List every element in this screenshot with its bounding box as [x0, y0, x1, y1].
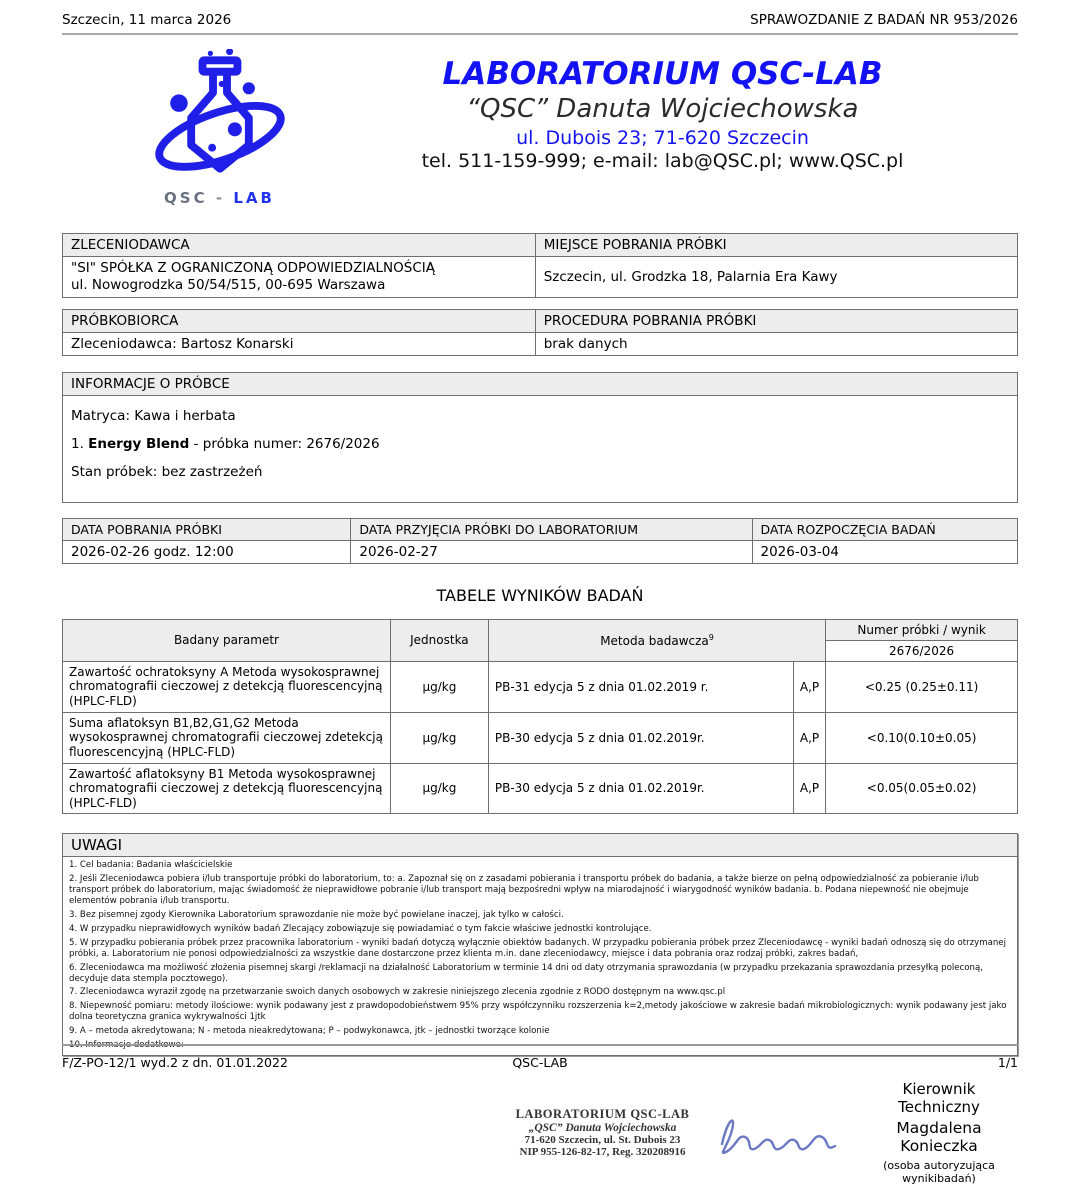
remark-item: 1. Cel badania: Badania właścicielskie: [69, 860, 233, 871]
report-number: SPRAWOZDANIE Z BADAŃ NR 953/2026: [750, 12, 1018, 28]
date-received-value: 2026-02-27: [351, 540, 752, 563]
authorizer-role: Kierownik Techniczny: [898, 1079, 980, 1116]
col-param-header: Badany parametr: [63, 619, 391, 661]
sample-item-suffix: - próbka numer: 2676/2026: [189, 435, 380, 452]
date-received-header: DATA PRZYJĘCIA PRÓBKI DO LABORATORIUM: [351, 518, 752, 540]
result-flag: A,P: [793, 712, 825, 763]
procedure-value: brak danych: [535, 332, 1017, 355]
logo-caption: [132, 189, 307, 207]
col-result-header: Numer próbki / wynik: [826, 619, 1018, 640]
sample-state: Stan próbek: bez zastrzeżeń: [71, 463, 263, 480]
signature-row: [62, 1080, 1018, 1185]
result-method: PB-31 edycja 5 z dnia 01.02.2019 r.: [488, 661, 793, 712]
table-row: [63, 712, 1018, 763]
date-started-value: 2026-03-04: [752, 540, 1018, 563]
sample-item-name: Energy Blend: [88, 435, 190, 452]
brand-row: [62, 49, 1018, 217]
result-sample-number: 2676/2026: [826, 640, 1018, 661]
sample-matrix: Matryca: Kawa i herbata: [71, 407, 236, 424]
remark-item: 2. Jeśli Zleceniodawca pobiera i/lub transportuje próbki do laboratorium, to: a. Zapoznał się on z zasadami pobierania i transportu próbek do badania, a także bierze on pełną odpowiedzialność za pobieranie i/lub transport próbek do laboratorium, mając świadomość że nieprawidłowe pobranie i/lub transport mają bezpośredni wpływ na miarodajność i wiarygodność wyników badania. b. Podana niepewność nie obejmuje elementów pobrania i/lub transportu.: [69, 874, 979, 907]
procedure-header: PROCEDURA POBRANIA PRÓBKI: [535, 309, 1017, 332]
flask-orbit-icon: [132, 49, 307, 187]
result-unit: µg/kg: [390, 712, 488, 763]
stamp-address: 71-620 Szczecin, ul. St. Dubois 23: [524, 1133, 681, 1146]
header-date-place: Szczecin, 11 marca 2026: [62, 12, 232, 28]
remark-item: 9. A – metoda akredytowana; N - metoda nieakredytowana; P – podwykonawca, jtk – jednostki tworzące kolonie: [69, 1026, 550, 1037]
result-method: PB-30 edycja 5 z dnia 01.02.2019r.: [488, 763, 793, 814]
lab-address: ul. Dubois 23; 71-620 Szczecin: [516, 127, 809, 150]
lab-logo: [62, 49, 307, 217]
authorizer-block: [860, 1080, 1018, 1185]
logo-caption-dash: -: [215, 189, 226, 207]
sampler-table: [62, 309, 1018, 356]
remark-item: 7. Zleceniodawca wyraził zgodę na przetwarzanie swoich danych osobowych w zakresie niniejszego zlecenia zgodnie z RODO dostępnym na www.qsc.pl: [69, 987, 726, 998]
results-title: TABELE WYNIKÓW BADAŃ: [436, 585, 644, 605]
date-started-header: DATA ROZPOCZĘCIA BADAŃ: [752, 518, 1018, 540]
sample-item-prefix: 1.: [71, 435, 89, 452]
sampling-place-header: MIEJSCE POBRANIA PRÓBKI: [535, 234, 1017, 257]
client-address: ul. Nowogrodzka 50/54/515, 00-695 Warszawa: [71, 276, 386, 293]
sampler-value: Zleceniodawca: Bartosz Konarski: [63, 332, 536, 355]
remark-item: 8. Niepewność pomiaru: metody ilościowe: wynik podawany jest z prawdopodobieństwem 95% przy współczynniku rozszerzenia k=2,metody jakościowe w zakresie badań mikrobiologicznych: wynik podawany jest jako dolna teoretyczna granica wykrywalności 1jtk: [69, 1001, 1007, 1023]
table-row: [63, 661, 1018, 712]
client-name: "SI" SPÓŁKA Z OGRANICZONĄ ODPOWIEDZIALNOŚCIĄ: [71, 260, 435, 276]
date-sampled-value: 2026-02-26 godz. 12:00: [63, 540, 351, 563]
client-value: [63, 257, 536, 298]
result-value: <0.05(0.05±0.02): [826, 763, 1018, 814]
result-flag: A,P: [793, 763, 825, 814]
sampler-header: PRÓBKOBIORCA: [63, 309, 536, 332]
handwritten-signature: [695, 1100, 860, 1164]
lab-contact: tel. 511-159-999; e-mail: lab@QSC.pl; www.QSC.pl: [421, 150, 904, 173]
method-footnote-ref: 9: [708, 632, 714, 642]
table-row: [63, 763, 1018, 814]
logo-caption-qsc: QSC: [164, 189, 208, 207]
result-param: Zawartość ochratoksyny A Metoda wysokosprawnej chromatografii cieczowej z detekcją fluorescencyjną (HPLC-FLD): [63, 661, 391, 712]
page-footer: [62, 1044, 1018, 1070]
client-table: [62, 233, 1018, 298]
result-method: PB-30 edycja 5 z dnia 01.02.2019r.: [488, 712, 793, 763]
remark-item: 10. Informacje dodatkowe:: [69, 1039, 184, 1050]
lab-stamp: [510, 1107, 695, 1158]
remark-item: 5. W przypadku pobierania próbek przez pracownika laboratorium - wyniki badań dotyczą wyłącznie obiektów badanych. W przypadku pobierania próbek przez Zleceniodawcę - wyniki badań odnoszą się do otrzymanej próbki, a. Laboratorium nie ponosi odpowiedzialności za wszystkie dane dostarczone przez klienta m.in. dane zleceniodawcy, miejsce i data pobrania oraz rodzaj próbki, zakres badań,: [69, 937, 1006, 959]
results-table: [62, 619, 1018, 815]
footer-lab-name: QSC-LAB: [512, 1055, 568, 1070]
client-header: ZLECENIODAWCA: [63, 234, 536, 257]
footer-page-number: 1/1: [997, 1055, 1019, 1070]
sample-info-body: [63, 396, 1017, 502]
date-sampled-header: DATA POBRANIA PRÓBKI: [63, 518, 351, 540]
col-method-header: [488, 619, 825, 661]
footer-form-code: F/Z-PO-12/1 wyd.2 z dn. 01.01.2022: [62, 1055, 288, 1070]
sampling-place-value: Szczecin, ul. Grodzka 18, Palarnia Era Kawy: [535, 257, 1017, 298]
remarks-box: [62, 833, 1018, 1056]
sample-info-header: INFORMACJE O PRÓBCE: [63, 373, 1017, 396]
result-flag: A,P: [793, 661, 825, 712]
authorizer-note: (osoba autoryzująca wynikibadań): [883, 1158, 995, 1185]
sample-item: [71, 436, 1009, 452]
page-header: [62, 0, 1018, 35]
result-unit: µg/kg: [390, 661, 488, 712]
stamp-nip-reg: NIP 955-126-82-17, Reg. 320208916: [519, 1145, 686, 1158]
remarks-body: [63, 857, 1017, 1055]
lab-header-block: [307, 49, 1018, 217]
sample-info-box: [62, 372, 1018, 503]
col-method-label: Metoda badawcza: [600, 633, 709, 648]
result-unit: µg/kg: [390, 763, 488, 814]
remarks-header: UWAGI: [63, 834, 1017, 857]
remark-item: 6. Zleceniodawca ma możliwość złożenia pisemnej skargi /reklamacji na działalność Laboratorium w terminie 14 dni od daty otrzymania sprawozdania (w przypadku przekazania sprawozdania przesyłką poleconą, decyduje data stempla pocztowego).: [69, 962, 983, 984]
result-param: Zawartość aflatoksyny B1 Metoda wysokosprawnej chromatografii cieczowej z detekcją fluorescencyjną (HPLC-FLD): [63, 763, 391, 814]
lab-title: LABORATORIUM QSC-LAB: [442, 56, 883, 92]
result-param: Suma aflatoksyn B1,B2,G1,G2 Metoda wysokosprawnej chromatografii cieczowej zdetekcją fluorescencyjną (HPLC-FLD): [63, 712, 391, 763]
lab-owner: “QSC” Danuta Wojciechowska: [466, 94, 859, 125]
result-value: <0.10(0.10±0.05): [826, 712, 1018, 763]
col-unit-header: Jednostka: [390, 619, 488, 661]
dates-table: [62, 518, 1018, 564]
signature-scribble-icon: [708, 1145, 848, 1164]
authorizer-name: Magdalena Konieczka: [896, 1118, 982, 1155]
stamp-lab-name: LABORATORIUM QSC-LAB: [515, 1106, 690, 1121]
stamp-owner: „QSC” Danuta Wojciechowska: [528, 1121, 677, 1134]
remark-item: 3. Bez pisemnej zgody Kierownika Laboratorium sprawozdanie nie może być powielane inaczej, jak tylko w całości.: [69, 910, 564, 921]
result-value: <0.25 (0.25±0.11): [826, 661, 1018, 712]
logo-caption-lab: LAB: [233, 189, 275, 207]
remark-item: 4. W przypadku nieprawidłowych wyników badań Zlecający zobowiązuje się powiadamiać o tym fakcie właściwe jednostki kontrolujące.: [69, 923, 652, 934]
